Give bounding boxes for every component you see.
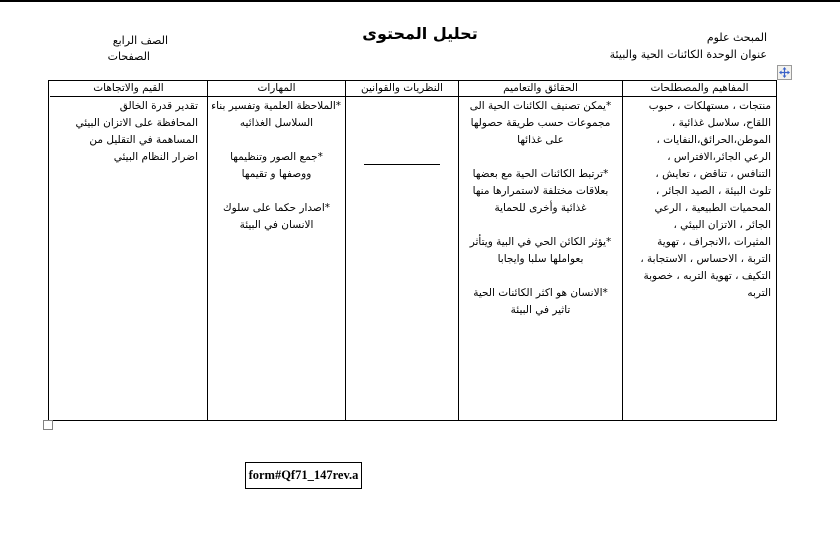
text-line: التربه — [747, 287, 771, 299]
text-line: *ترتبط الكائنات الحية مع بعضها — [472, 168, 609, 180]
text-line — [463, 149, 618, 166]
text-line — [212, 183, 341, 200]
text-line: تقدير قدرة الخالق — [119, 100, 198, 112]
pages-label: الصفحات — [107, 50, 150, 63]
table-resize-handle[interactable] — [43, 420, 53, 430]
text-line: اضرار النظام البيئي — [113, 151, 198, 163]
text-line — [212, 132, 341, 149]
text-line — [463, 268, 618, 285]
cell-theories-laws[interactable] — [346, 97, 458, 420]
text-line: المحميات الطبيعية ، الرعي — [654, 202, 771, 214]
text-line — [463, 217, 618, 234]
text-line: المثيرات ،الانجراف ، تهوية — [657, 236, 771, 248]
text-line: التنافس ، تناقض ، تعايش ، — [655, 168, 771, 180]
text-line: السلاسل الغذائيه — [239, 117, 314, 129]
text-line: *جمع الصور وتنظيمها — [230, 151, 323, 163]
grade-label: الصف الرابع — [112, 34, 168, 47]
text-line: الانسان في البيئة — [239, 219, 314, 231]
column-header-concepts-terms: المفاهيم والمصطلحات — [623, 81, 776, 97]
page-top-border — [0, 0, 840, 2]
text-line: الرعي الجائر،الافتراس ، — [667, 151, 771, 163]
page-title: تحليل المحتوى — [362, 24, 478, 43]
text-line: منتجات ، مستهلكات ، حبوب — [648, 100, 771, 112]
text-line: *يؤثر الكائن الحي في البية ويتأثر — [469, 236, 612, 248]
text-line: *الملاحظة العلمية وتفسير بناء — [211, 100, 341, 112]
column-header-skills: المهارات — [208, 81, 345, 97]
table-move-handle[interactable] — [777, 65, 792, 80]
column-header-values-attitudes: القيم والاتجاهات — [50, 81, 207, 97]
column-header-facts-generalizations: الحقائق والتعاميم — [459, 81, 622, 97]
cell-skills[interactable] — [208, 97, 345, 420]
header-meta-right — [610, 29, 767, 63]
column-header-theories-laws: النظريات والقوانين — [346, 81, 458, 97]
column-facts-generalizations — [458, 81, 622, 420]
form-reference-box — [245, 462, 362, 489]
text-line: *اصدار حكما على سلوك — [223, 202, 330, 214]
cell-values-attitudes[interactable] — [50, 97, 207, 420]
text-line: المحافظة على الاتزان البيئي — [75, 117, 198, 129]
cell-facts-generalizations[interactable] — [459, 97, 622, 420]
text-line: التكيف ، تهوية التربه ، خصوبة — [643, 270, 771, 282]
column-concepts-terms — [622, 81, 776, 420]
text-line: الموطن،الحرائق،النفايات ، — [656, 134, 771, 146]
text-line: الجائر ، الاتزان البيئي ، — [673, 219, 771, 231]
empty-theories-dash — [364, 164, 440, 165]
move-arrows-icon — [779, 67, 790, 78]
text-line: ووصفها و تقيمها — [241, 168, 312, 180]
text-line: التربة ، الاحساس ، الاستجابة ، — [640, 253, 771, 265]
text-line: بعواملها سلبا وايجابا — [497, 253, 584, 265]
text-line: مجموعات حسب طريقة حصولها — [470, 117, 611, 129]
column-skills — [207, 81, 345, 420]
text-line: على غذائها — [517, 134, 564, 146]
text-line: اللقاح، سلاسل غذائية ، — [671, 117, 771, 129]
column-theories-laws — [345, 81, 458, 420]
text-line: بعلاقات مختلفة لاستمرارها منها — [472, 185, 609, 197]
text-line: تلوث البيئة ، الصيد الجائر ، — [655, 185, 771, 197]
subject-label: المبحث علوم — [706, 31, 767, 44]
cell-concepts-terms[interactable] — [623, 97, 776, 420]
unit-title-label: عنوان الوحدة الكائنات الحية والبيئة — [609, 48, 767, 61]
text-line: المساهمة في التقليل من — [89, 134, 198, 146]
text-line: *يمكن تصنيف الكائنات الحية الى — [469, 100, 612, 112]
text-line: تاثير في البيئة — [510, 304, 571, 316]
content-analysis-table — [48, 80, 777, 421]
text-line: *الانسان هو اكثر الكائنات الحية — [473, 287, 608, 299]
column-values-attitudes — [50, 81, 207, 420]
form-reference-text: form#Qf71_147rev.a — [248, 468, 359, 482]
text-line: غذائية وأخرى للحماية — [494, 202, 587, 214]
